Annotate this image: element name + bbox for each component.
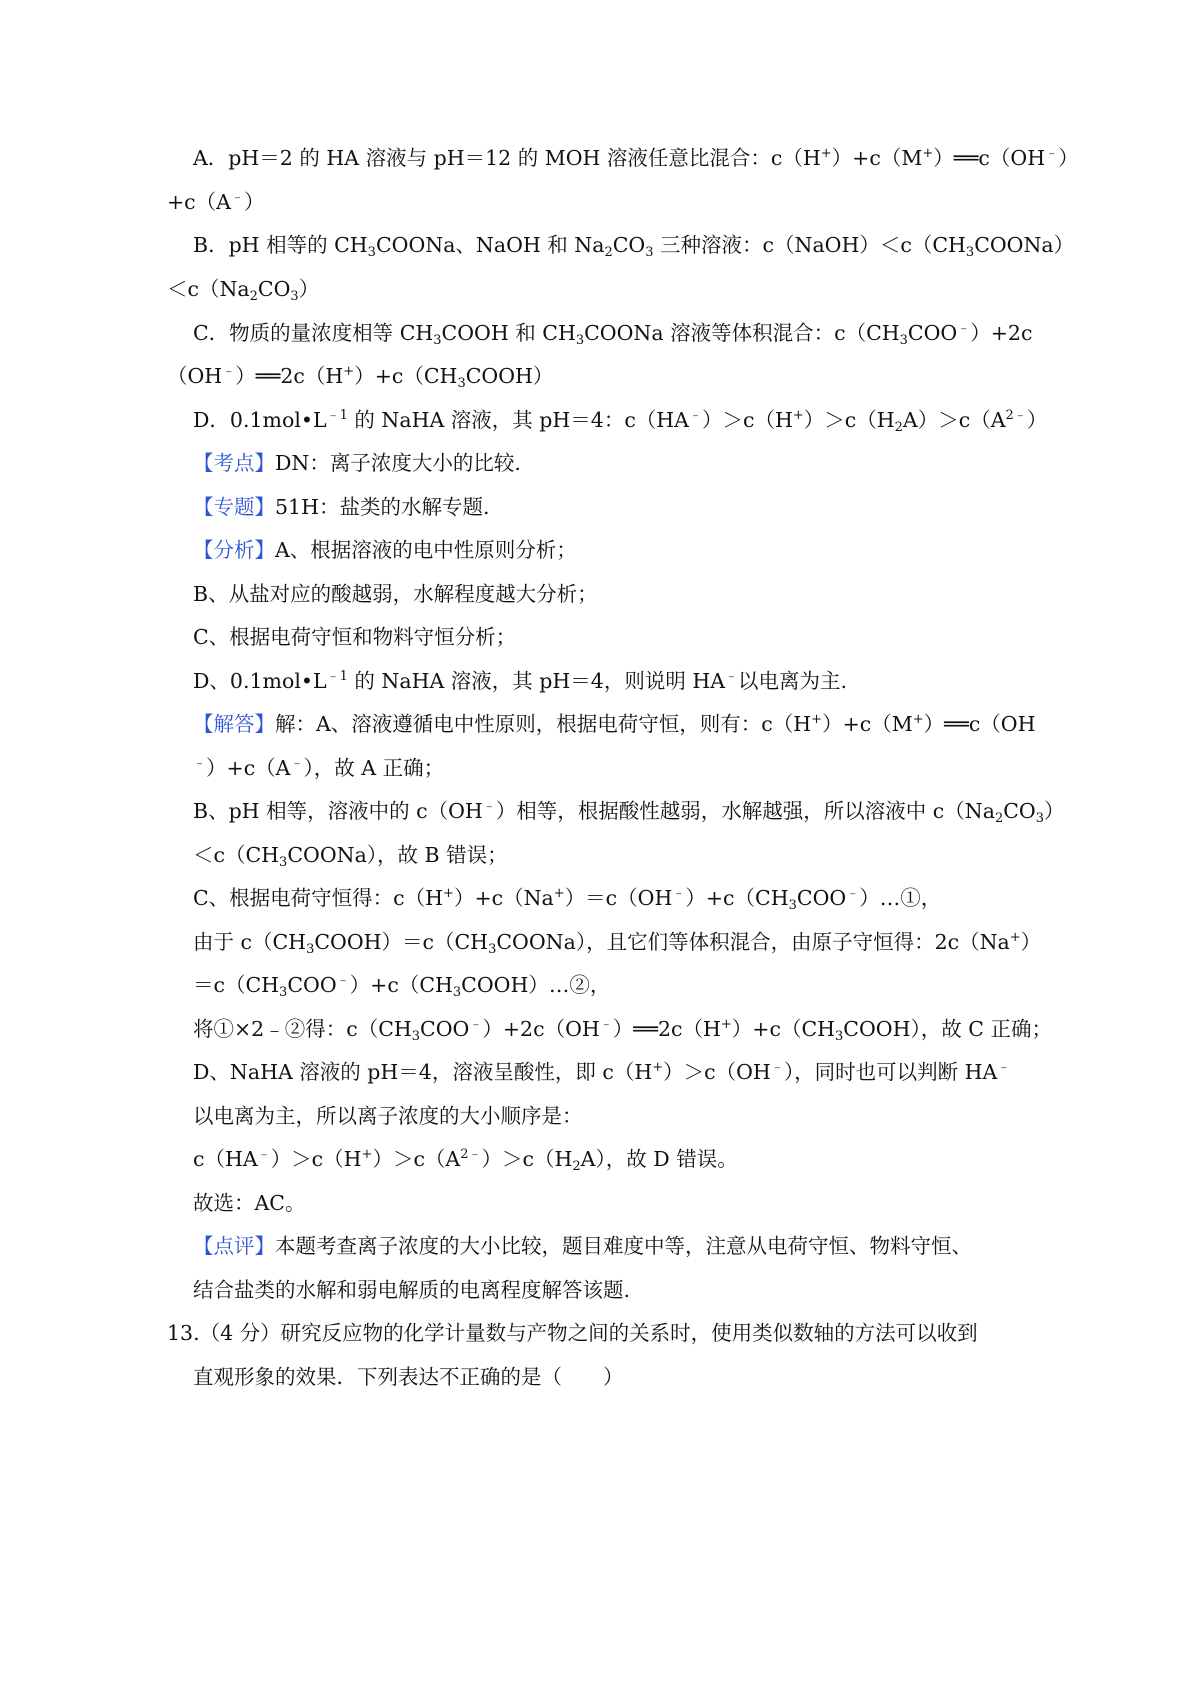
superscript: ﹣: [482, 799, 496, 814]
subscript: 3: [965, 245, 975, 260]
text-run: （OH: [167, 364, 223, 388]
text-run: 以电离为主.: [738, 669, 848, 693]
superscript: ﹣1: [326, 669, 348, 684]
superscript: +: [361, 1147, 373, 1162]
text-run: COOH）: [465, 364, 554, 388]
question13-line-1: [167, 1319, 978, 1347]
text-run: +c（A: [167, 190, 231, 214]
jieda-text-1: [275, 712, 1036, 736]
kaodian-tag: 【考点】: [193, 451, 275, 475]
option-d-line-1: [193, 406, 1047, 434]
text-run: 结合盐类的水解和弱电解质的电离程度解答该题.: [193, 1278, 631, 1302]
subscript: 3: [457, 376, 466, 391]
text-run: ）══2c（H: [612, 1017, 721, 1041]
superscript: ﹣: [725, 669, 739, 684]
subscript: 2: [604, 245, 613, 260]
text-run: ）: [1020, 930, 1042, 954]
subscript: 2: [249, 289, 258, 304]
text-run: ）: [298, 277, 320, 301]
text-run: ）＞c（OH: [663, 1060, 771, 1084]
text-run: 解：A、溶液遵循电中性原则，根据电荷守恒，则有：c（H: [275, 712, 812, 736]
text-run: ）: [1026, 408, 1048, 432]
text-run: ）+c（CH: [354, 364, 458, 388]
superscript: ﹣: [1045, 146, 1059, 161]
fenxi-tag: 【分析】: [193, 538, 275, 562]
subscript: 3: [367, 245, 376, 260]
subscript: 2: [572, 1159, 581, 1174]
superscript: 2﹣: [1005, 408, 1027, 423]
superscript: +: [820, 146, 832, 161]
text-run: COOH）…②，: [461, 973, 611, 997]
superscript: ﹣: [222, 364, 236, 379]
subscript: 3: [279, 855, 288, 870]
text-run: COONa 溶液等体积混合：c（CH: [584, 321, 900, 345]
superscript: ﹣1: [326, 408, 348, 423]
superscript: +: [443, 886, 454, 901]
superscript: ﹣: [469, 1017, 483, 1032]
text-run: ）+c（CH: [731, 1017, 836, 1041]
superscript: +: [792, 408, 804, 423]
jieda-line-2: [193, 754, 444, 782]
superscript: ﹣: [193, 756, 207, 771]
option-c-line-1: [193, 319, 1032, 347]
subscript: 3: [433, 333, 442, 348]
jieda-line-1: [193, 710, 1036, 738]
superscript: +: [720, 1017, 732, 1032]
superscript: ﹣: [770, 1060, 784, 1075]
text-run: ），故 A 正确；: [303, 756, 445, 780]
superscript: 2﹣: [460, 1147, 482, 1162]
jieda-line-5: [193, 884, 941, 912]
text-run: ＝c（CH: [193, 973, 280, 997]
fenxi-line-3: [193, 623, 516, 651]
text-run: ）: [1058, 146, 1079, 170]
text-run: 以电离为主，所以离子浓度的大小顺序是：: [193, 1104, 583, 1128]
text-run: ）相等，根据酸性越弱，水解越强，所以溶液中 c（Na: [495, 799, 995, 823]
text-run: A．pH＝2 的 HA 溶液与 pH＝12 的 MOH 溶液任意比混合：c（H: [193, 146, 821, 170]
subscript: 3: [645, 245, 654, 260]
text-run: CO: [1003, 799, 1036, 823]
kaodian-text: [275, 451, 521, 475]
text-run: c（HA: [193, 1147, 258, 1171]
superscript: ﹣: [846, 886, 860, 901]
text-run: COOH 和 CH: [441, 321, 576, 345]
text-run: D．0.1mol•L: [193, 408, 327, 432]
text-run: COONa），且它们等体积混合，由原子守恒得：2c（Na: [496, 930, 1010, 954]
text-run: 13.（4 分）研究反应物的化学计量数与产物之间的关系时，使用类似数轴的方法可以收到: [167, 1321, 978, 1345]
jieda-line-8: [193, 1015, 1052, 1043]
fenxi-line-1: [193, 536, 577, 564]
jieda-line-6: [193, 928, 1041, 956]
text-run: B、pH 相等，溶液中的 c（OH: [193, 799, 483, 823]
text-run: D、0.1mol•L: [193, 669, 327, 693]
jieda-tag: 【解答】: [193, 712, 275, 736]
subscript: 2: [994, 811, 1004, 826]
text-run: ）＝c（OH: [564, 886, 673, 910]
superscript: ﹣: [672, 886, 686, 901]
text-run: COO: [287, 973, 337, 997]
option-c-line-2: [167, 362, 553, 390]
text-run: ）+c（CH: [685, 886, 789, 910]
text-run: ）＞c（H: [803, 408, 895, 432]
jieda-line-9: [193, 1058, 1010, 1086]
text-run: A、根据溶液的电中性原则分析；: [275, 538, 577, 562]
text-run: COO: [907, 321, 958, 345]
text-run: ）＞c（H: [270, 1147, 362, 1171]
text-run: ）＞c（H: [702, 408, 793, 432]
text-run: 51H：盐类的水解专题.: [275, 495, 490, 519]
option-b-line-1: [193, 231, 1074, 259]
dianping-line-1: [193, 1232, 972, 1260]
superscript: +: [553, 886, 565, 901]
superscript: +: [922, 146, 934, 161]
text-run: ）+c（M: [831, 146, 923, 170]
text-run: COONa），故 B 错误；: [287, 843, 508, 867]
zhuanti-line: [193, 493, 489, 521]
superscript: ﹣: [230, 190, 244, 205]
text-run: B．pH 相等的 CH: [193, 233, 368, 257]
superscript: +: [652, 1060, 664, 1075]
text-run: A）＞c（A: [902, 408, 1006, 432]
text-run: C、根据电荷守恒得：c（H: [193, 886, 444, 910]
zhuanti-text: [275, 495, 489, 519]
zhuanti-tag: 【专题】: [193, 495, 275, 519]
jieda-line-10: [193, 1102, 583, 1130]
text-run: ）: [243, 190, 265, 214]
superscript: +: [343, 364, 355, 379]
text-run: 本题考查离子浓度的大小比较，题目难度中等，注意从电荷守恒、物料守恒、: [275, 1234, 972, 1258]
subscript: 3: [788, 898, 797, 913]
dianping-tag: 【点评】: [193, 1234, 275, 1258]
text-run: ＜c（Na: [167, 277, 250, 301]
subscript: 3: [306, 942, 315, 957]
text-run: ）+c（Na: [453, 886, 554, 910]
superscript: +: [1009, 930, 1021, 945]
superscript: ﹣: [689, 408, 703, 423]
option-a-line-2: [167, 188, 264, 216]
text-run: 的 NaHA 溶液，其 pH＝4，则说明 HA: [347, 669, 726, 693]
text-run: A），故 D 错误。: [580, 1147, 738, 1171]
text-run: ）══c（OH: [933, 146, 1046, 170]
text-run: 直观形象的效果．下列表达不正确的是（ ）: [193, 1365, 624, 1389]
superscript: ﹣: [599, 1017, 613, 1032]
subscript: 3: [452, 985, 462, 1000]
text-run: COOH），故 C 正确；: [843, 1017, 1052, 1041]
subscript: 3: [899, 333, 908, 348]
subscript: 3: [279, 985, 288, 1000]
subscript: 3: [575, 333, 585, 348]
dianping-text-1: [275, 1234, 972, 1258]
text-run: COOH）＝c（CH: [314, 930, 489, 954]
jieda-line-7: [193, 971, 610, 999]
subscript: 3: [290, 289, 299, 304]
text-run: ）＞c（H: [481, 1147, 573, 1171]
option-b-line-2: [167, 275, 319, 303]
superscript: ﹣: [997, 1060, 1011, 1075]
superscript: +: [912, 712, 924, 727]
subscript: 3: [411, 1029, 421, 1044]
text-run: 将①×2﹣②得：c（CH: [193, 1017, 412, 1041]
fenxi-line-4: [193, 667, 847, 695]
superscript: ﹣: [290, 756, 304, 771]
jieda-line-3: [193, 797, 1065, 825]
fenxi-text-1: [275, 538, 577, 562]
text-run: COONa）: [974, 233, 1075, 257]
subscript: 3: [488, 942, 497, 957]
superscript: ﹣: [957, 321, 971, 336]
jieda-line-11: [193, 1145, 738, 1173]
text-run: ）+2c: [970, 321, 1033, 345]
text-run: CO: [612, 233, 646, 257]
text-run: C．物质的量浓度相等 CH: [193, 321, 434, 345]
text-run: COONa、NaOH 和 Na: [375, 233, 605, 257]
text-run: ）: [1044, 799, 1065, 823]
text-run: ）══c（OH: [923, 712, 1036, 736]
text-run: ）+2c（OH: [482, 1017, 600, 1041]
text-run: COO: [420, 1017, 470, 1041]
text-run: ＜c（CH: [193, 843, 280, 867]
fenxi-line-2: [193, 580, 598, 608]
text-run: B、从盐对应的酸越弱，水解程度越大分析；: [193, 582, 598, 606]
text-run: DN：离子浓度大小的比较.: [275, 451, 521, 475]
text-run: ）＞c（A: [372, 1147, 461, 1171]
question13-line-2: [193, 1363, 624, 1391]
dianping-line-2: [193, 1276, 630, 1304]
text-run: 由于 c（CH: [193, 930, 307, 954]
text-run: 故选：AC。: [193, 1191, 306, 1215]
text-run: ）…①，: [859, 886, 942, 910]
text-run: C、根据电荷守恒和物料守恒分析；: [193, 625, 517, 649]
text-run: COO: [796, 886, 847, 910]
superscript: +: [811, 712, 823, 727]
text-run: 的 NaHA 溶液，其 pH＝4：c（HA: [347, 408, 689, 432]
text-run: ）+c（CH: [349, 973, 453, 997]
subscript: 3: [835, 1029, 844, 1044]
subscript: 2: [894, 420, 903, 435]
text-run: 三种溶液：c（NaOH）＜c（CH: [653, 233, 966, 257]
text-run: ），同时也可以判断 HA: [783, 1060, 998, 1084]
text-run: ）+c（M: [822, 712, 913, 736]
option-a-line-1: [193, 144, 1079, 172]
kaodian-line: [193, 449, 521, 477]
superscript: ﹣: [257, 1147, 271, 1162]
jieda-line-12: [193, 1189, 306, 1217]
text-run: ）+c（A: [206, 756, 291, 780]
superscript: ﹣: [336, 973, 350, 988]
subscript: 3: [1035, 811, 1044, 826]
text-run: CO: [257, 277, 291, 301]
jieda-line-4: [193, 841, 508, 869]
text-run: D、NaHA 溶液的 pH＝4，溶液呈酸性，即 c（H: [193, 1060, 653, 1084]
text-run: ）══2c（H: [235, 364, 344, 388]
